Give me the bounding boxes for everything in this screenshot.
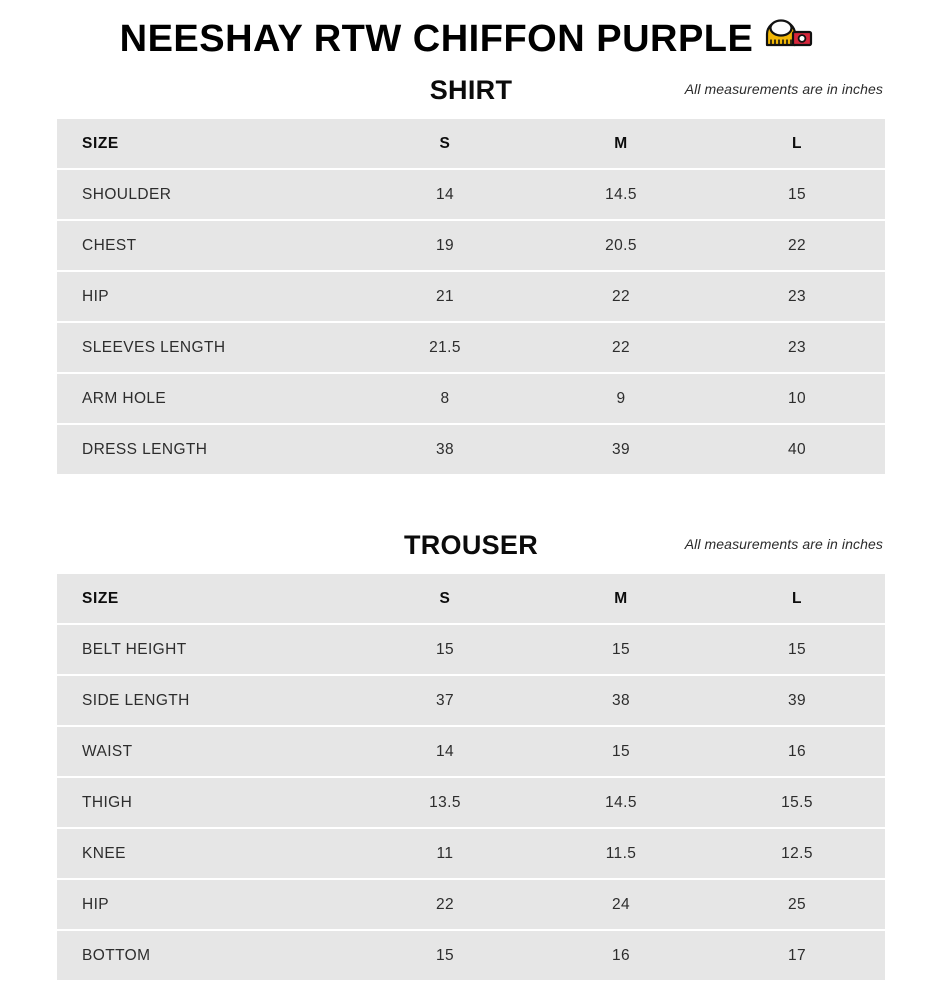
cell-s: 21	[357, 272, 533, 321]
row-label: ARM HOLE	[57, 374, 357, 423]
cell-m: 39	[533, 425, 709, 474]
table-row	[57, 829, 885, 878]
cell-l: 17	[709, 931, 885, 980]
cell-m: 15	[533, 727, 709, 776]
cell-s: 8	[357, 374, 533, 423]
cell-l: 23	[709, 272, 885, 321]
section-title-shirt: SHIRT	[429, 75, 513, 105]
cell-l: 25	[709, 880, 885, 929]
row-label: DRESS LENGTH	[57, 425, 357, 474]
row-label: THIGH	[57, 778, 357, 827]
cell-m: 11.5	[533, 829, 709, 878]
column-header-m: M	[533, 119, 709, 168]
table-body	[57, 170, 885, 474]
cell-m: 14.5	[533, 778, 709, 827]
column-header-s: S	[357, 574, 533, 623]
table-header-row	[57, 119, 885, 168]
table-header-row	[57, 574, 885, 623]
cell-s: 13.5	[357, 778, 533, 827]
column-header-size: SIZE	[57, 574, 357, 623]
cell-s: 22	[357, 880, 533, 929]
table-body	[57, 625, 885, 980]
title-spacer	[0, 59, 935, 73]
cell-s: 14	[357, 727, 533, 776]
cell-s: 14	[357, 170, 533, 219]
cell-l: 15	[709, 625, 885, 674]
table-row	[57, 625, 885, 674]
cell-s: 11	[357, 829, 533, 878]
column-header-s: S	[357, 119, 533, 168]
cell-m: 15	[533, 625, 709, 674]
cell-l: 12.5	[709, 829, 885, 878]
table-row	[57, 374, 885, 423]
cell-s: 19	[357, 221, 533, 270]
cell-l: 23	[709, 323, 885, 372]
section-header-shirt	[57, 73, 885, 117]
row-label: SIDE LENGTH	[57, 676, 357, 725]
cell-s: 37	[357, 676, 533, 725]
cell-l: 22	[709, 221, 885, 270]
table-head	[57, 119, 885, 168]
row-label: BELT HEIGHT	[57, 625, 357, 674]
table-row	[57, 727, 885, 776]
row-label: HIP	[57, 272, 357, 321]
table-row	[57, 170, 885, 219]
section-trouser	[0, 528, 935, 982]
table-row	[57, 778, 885, 827]
cell-l: 40	[709, 425, 885, 474]
page-title: NEESHAY RTW CHIFFON PURPLE	[119, 17, 754, 60]
row-label: SHOULDER	[57, 170, 357, 219]
cell-l: 10	[709, 374, 885, 423]
cell-s: 15	[357, 625, 533, 674]
cell-m: 22	[533, 323, 709, 372]
row-label: WAIST	[57, 727, 357, 776]
cell-m: 14.5	[533, 170, 709, 219]
cell-m: 24	[533, 880, 709, 929]
row-label: KNEE	[57, 829, 357, 878]
section-note-trouser: All measurements are in inches	[684, 536, 883, 552]
cell-s: 21.5	[357, 323, 533, 372]
column-header-l: L	[709, 574, 885, 623]
row-label: HIP	[57, 880, 357, 929]
cell-m: 9	[533, 374, 709, 423]
row-label: CHEST	[57, 221, 357, 270]
table-row	[57, 323, 885, 372]
cell-m: 38	[533, 676, 709, 725]
cell-m: 16	[533, 931, 709, 980]
size-table-shirt	[57, 117, 885, 476]
cell-l: 15.5	[709, 778, 885, 827]
section-note-shirt: All measurements are in inches	[684, 81, 883, 97]
column-header-l: L	[709, 119, 885, 168]
measuring-tape-icon	[763, 16, 815, 57]
cell-m: 22	[533, 272, 709, 321]
title-bar	[0, 0, 935, 59]
section-spacer	[0, 476, 935, 528]
table-row	[57, 676, 885, 725]
table-row	[57, 221, 885, 270]
table-row	[57, 931, 885, 980]
section-title-trouser: TROUSER	[403, 530, 539, 560]
cell-l: 15	[709, 170, 885, 219]
table-head	[57, 574, 885, 623]
column-header-m: M	[533, 574, 709, 623]
table-row	[57, 880, 885, 929]
row-label: BOTTOM	[57, 931, 357, 980]
section-shirt	[0, 73, 935, 476]
column-header-size: SIZE	[57, 119, 357, 168]
cell-s: 38	[357, 425, 533, 474]
cell-s: 15	[357, 931, 533, 980]
table-row	[57, 272, 885, 321]
section-header-trouser	[57, 528, 885, 572]
cell-l: 39	[709, 676, 885, 725]
table-row	[57, 425, 885, 474]
row-label: SLEEVES LENGTH	[57, 323, 357, 372]
cell-m: 20.5	[533, 221, 709, 270]
cell-l: 16	[709, 727, 885, 776]
size-table-trouser	[57, 572, 885, 982]
